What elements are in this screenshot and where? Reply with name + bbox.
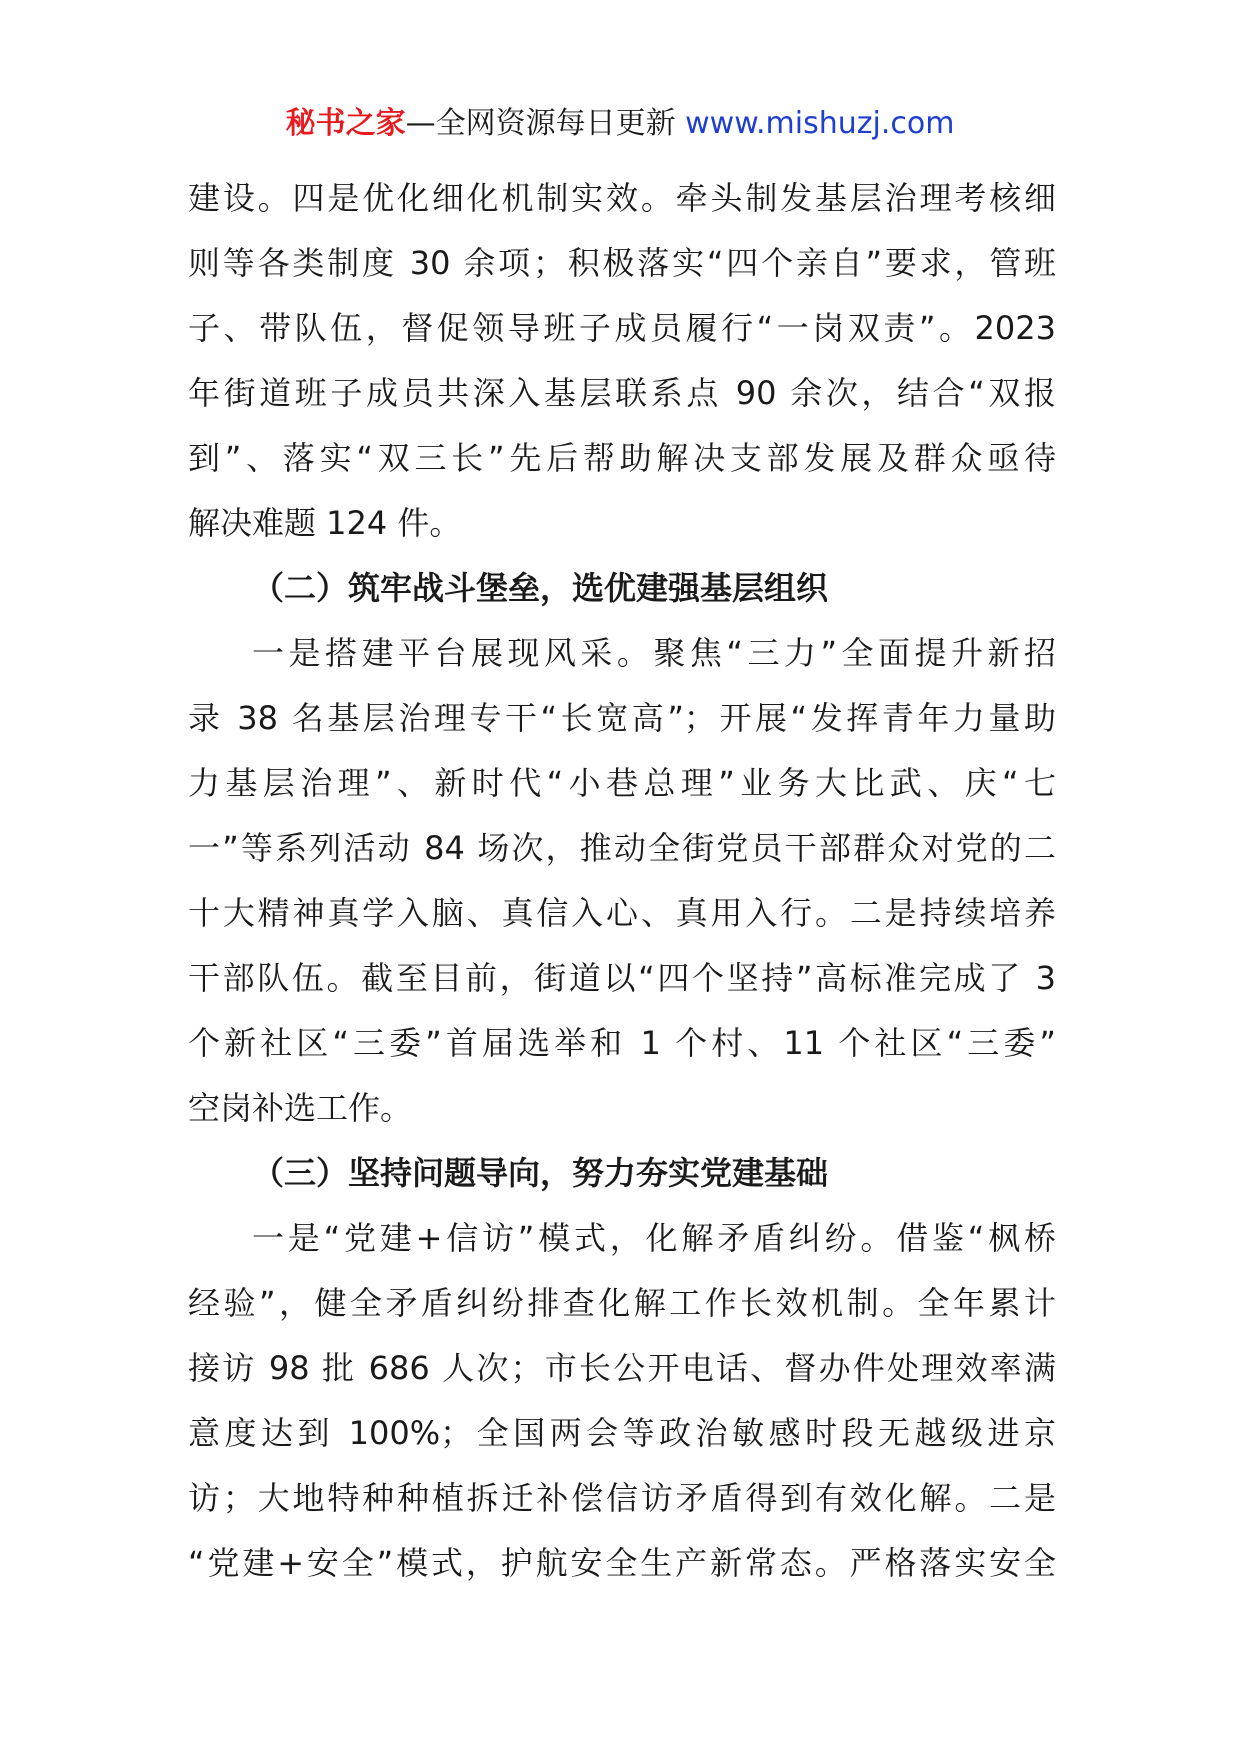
- text-line: 个新社区“三委”首届选举和 1 个村、11 个社区“三委”: [188, 1024, 1056, 1062]
- text-line: “党建+安全”模式，护航安全生产新常态。严格落实安全: [188, 1544, 1056, 1582]
- text-line: 力基层治理”、新时代“小巷总理”业务大比武、庆“七: [188, 764, 1056, 802]
- document-body: [188, 166, 1056, 1596]
- text-line: 接访 98 批 686 人次；市长公开电话、督办件处理效率满: [188, 1349, 1056, 1387]
- text-line: 干部队伍。截至目前，街道以“四个坚持”高标准完成了 3: [188, 959, 1056, 997]
- text-line: 经验”，健全矛盾纠纷排查化解工作长效机制。全年累计: [188, 1284, 1056, 1322]
- paragraph-1: [188, 166, 1056, 556]
- text-line: 十大精神真学入脑、真信入心、真用入行。二是持续培养: [188, 894, 1056, 932]
- paragraph-3: [188, 1206, 1056, 1596]
- text-line: 则等各类制度 30 余项；积极落实“四个亲自”要求，管班: [188, 244, 1056, 282]
- text-line: 年街道班子成员共深入基层联系点 90 余次，结合“双报: [188, 374, 1056, 412]
- text-line: 解决难题 124 件。: [188, 504, 462, 542]
- header-tagline: —全网资源每日更新: [405, 106, 686, 141]
- text-line: 一”等系列活动 84 场次，推动全街党员干部群众对党的二: [188, 829, 1056, 867]
- text-line: 到”、落实“双三长”先后帮助解决支部发展及群众亟待: [188, 439, 1056, 477]
- site-url[interactable]: www.mishuzj.com: [685, 106, 955, 141]
- text-line: 访；大地特种种植拆迁补偿信访矛盾得到有效化解。二是: [188, 1479, 1056, 1517]
- text-line: 意度达到 100%；全国两会等政治敏感时段无越级进京: [188, 1414, 1056, 1452]
- section-heading-3: （三）坚持问题导向，努力夯实党建基础: [252, 1154, 829, 1192]
- section-heading-2: （二）筑牢战斗堡垒，选优建强基层组织: [252, 569, 829, 607]
- text-line: 一是搭建平台展现风采。聚焦“三力”全面提升新招: [252, 634, 1056, 672]
- text-line: 建设。四是优化细化机制实效。牵头制发基层治理考核细: [188, 179, 1056, 217]
- paragraph-2: [188, 621, 1056, 1141]
- text-line: 一是“党建+信访”模式，化解矛盾纠纷。借鉴“枫桥: [252, 1219, 1056, 1257]
- site-header: [0, 104, 1240, 144]
- text-line: 录 38 名基层治理专干“长宽高”；开展“发挥青年力量助: [188, 699, 1056, 737]
- text-line: 子、带队伍，督促领导班子成员履行“一岗双责”。2023: [188, 309, 1056, 347]
- brand-name: 秘书之家: [285, 106, 406, 141]
- text-line: 空岗补选工作。: [188, 1089, 413, 1127]
